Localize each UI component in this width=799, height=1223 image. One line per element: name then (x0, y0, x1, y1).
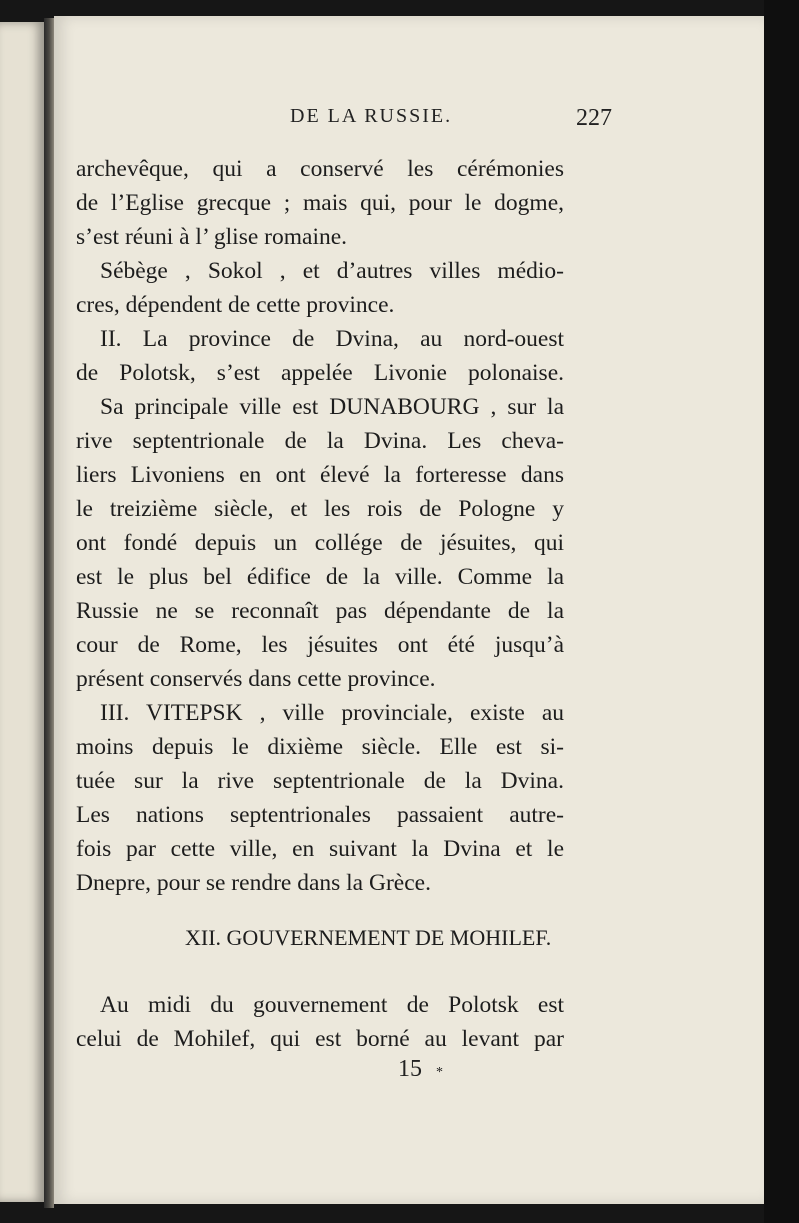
body-text (76, 152, 564, 900)
text-line: II. La province de Dvina, au nord-ouest (100, 326, 564, 352)
text-line: présent conservés dans cette province. (76, 666, 436, 692)
text-line: Sébège , Sokol , et d’autres villes médio- (100, 258, 564, 284)
text-line: de Polotsk, s’est appelée Livonie polonaise. (76, 360, 564, 386)
text-line: le treizième siècle, et les rois de Pologne y (76, 496, 564, 522)
text-line: moins depuis le dixième siècle. Elle est si- (76, 734, 564, 760)
text-line: ont fondé depuis un collége de jésuites, qui (76, 530, 564, 556)
text-line: rive septentrionale de la Dvina. Les cheva- (76, 428, 564, 454)
text-line: archevêque, qui a conservé les cérémonies (76, 156, 564, 182)
section-heading: XII. GOUVERNEMENT DE MOHILEF. (185, 925, 552, 950)
text-line: cres, dépendent de cette province. (76, 292, 395, 318)
text-line: Dnepre, pour se rendre dans la Grèce. (76, 870, 431, 896)
text-line: s’est réuni à l’ glise romaine. (76, 224, 348, 250)
book-gutter (44, 18, 54, 1208)
text-line: celui de Mohilef, qui est borné au levant par (76, 1026, 564, 1052)
running-head (80, 100, 799, 140)
text-line: fois par cette ville, en suivant la Dvina et le (76, 836, 564, 862)
body-text-continued (76, 988, 564, 1056)
signature-mark (398, 1056, 443, 1083)
text-line: cour de Rome, les jésuites ont été jusqu’à (76, 632, 564, 658)
text-line: est le plus bel édifice de la ville. Comme la (76, 564, 564, 590)
text-line: Les nations septentrionales passaient autre- (76, 802, 564, 828)
text-line: III. VITEPSK , ville provinciale, existe au (100, 700, 564, 726)
text-line: liers Livoniens en ont élevé la forteresse dans (76, 462, 564, 488)
signature-star: * (436, 1065, 443, 1080)
text-line: de l’Eglise grecque ; mais qui, pour le dogme, (76, 190, 564, 216)
facing-page-edge (0, 22, 44, 1202)
page-background-edge (764, 0, 799, 1223)
text-line: Russie ne se reconnaît pas dépendante de la (76, 598, 564, 624)
page-number: 227 (576, 105, 612, 131)
text-line: Au midi du gouvernement de Polotsk est (100, 992, 564, 1018)
signature-number: 15 (398, 1056, 422, 1082)
text-line: Sa principale ville est DUNABOURG , sur la (100, 394, 564, 420)
running-head-title: DE LA RUSSIE. (290, 105, 453, 127)
text-line: tuée sur la rive septentrionale de la Dvina. (76, 768, 564, 794)
